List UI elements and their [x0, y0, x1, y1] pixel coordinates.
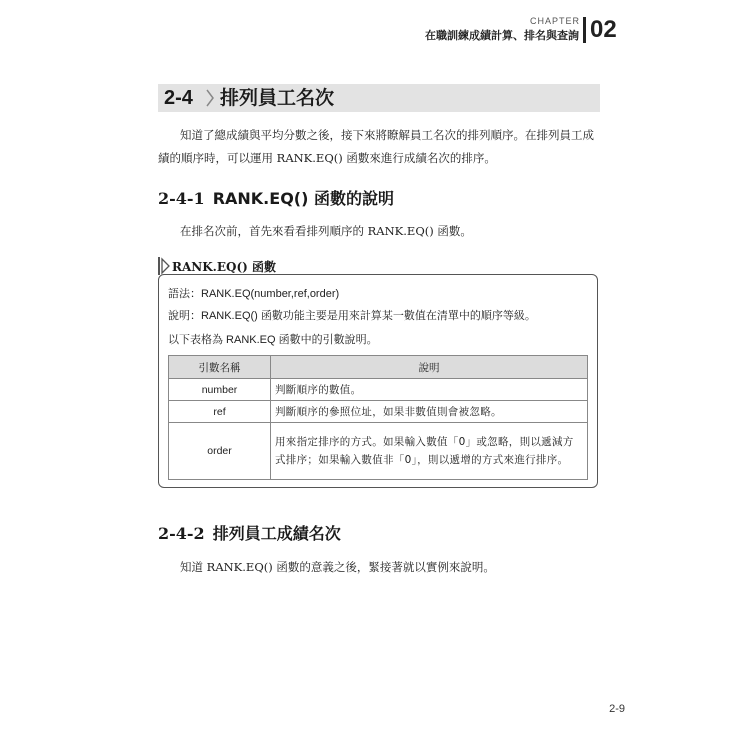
syntax-value: RANK.EQ(number,ref,order)	[201, 288, 340, 300]
chapter-title: 在職訓練成績計算、排名與查詢	[425, 29, 579, 42]
section-intro-paragraph: 知道了總成績與平均分數之後，接下來將瞭解員工名次的排列順序。在排列員工成績的順序時，可以運用 RANK.EQ() 函數來進行成績名次的排序。	[158, 128, 594, 165]
argument-desc-cell: 判斷順序的參照位址，如果非數值則會被忽略。	[271, 401, 588, 423]
function-box-title: RANK.EQ() 函數	[172, 259, 276, 274]
argument-desc-cell: 判斷順序的數值。	[271, 379, 588, 401]
subsection-paragraph: 知道 RANK.EQ() 函數的意義之後，緊接著就以實例來說明。	[180, 560, 495, 574]
subsection-heading-2	[158, 521, 341, 544]
chapter-number: 02	[590, 16, 617, 43]
subsection-title: RANK.EQ() 函數的說明	[212, 189, 394, 208]
arguments-table	[168, 355, 588, 480]
section-number: 2-4	[164, 87, 193, 109]
table-header-cell: 說明	[271, 356, 588, 379]
argument-desc-cell: 用來指定排序的方式。如果輸入數值「0」或忽略，則以遞減方式排序；如果輸入數值非「0」，則以遞增的方式來進行排序。	[271, 423, 588, 480]
table-header-row	[169, 356, 588, 379]
description-value: RANK.EQ() 函數功能主要是用來計算某一數值在清單中的順序等級。	[201, 310, 536, 322]
chevron-right-icon	[205, 84, 215, 112]
page-number: 2-9	[609, 703, 625, 715]
description-key: 說明：	[168, 309, 201, 322]
subsection-title: 排列員工成績名次	[212, 524, 341, 543]
syntax-line	[168, 285, 339, 301]
chapter-label: CHAPTER	[530, 16, 581, 26]
table-row	[169, 423, 588, 480]
subsection-number: 2-4-2	[158, 524, 205, 543]
subsection-number: 2-4-1	[158, 189, 205, 208]
table-row	[169, 401, 588, 423]
table-row	[169, 379, 588, 401]
chapter-divider	[583, 17, 586, 43]
section-title: 排列員工名次	[220, 87, 335, 109]
table-intro: 以下表格為 RANK.EQ 函數中的引數說明。	[168, 334, 378, 346]
subsection-paragraph: 在排名次前，首先來看看排列順序的 RANK.EQ() 函數。	[180, 224, 472, 238]
syntax-key: 語法：	[168, 287, 201, 300]
argument-name-cell: ref	[169, 401, 271, 423]
description-line	[168, 307, 536, 323]
argument-name-cell: number	[169, 379, 271, 401]
subsection-heading-1	[158, 186, 394, 209]
table-header-cell: 引數名稱	[169, 356, 271, 379]
argument-name-cell: order	[169, 423, 271, 480]
